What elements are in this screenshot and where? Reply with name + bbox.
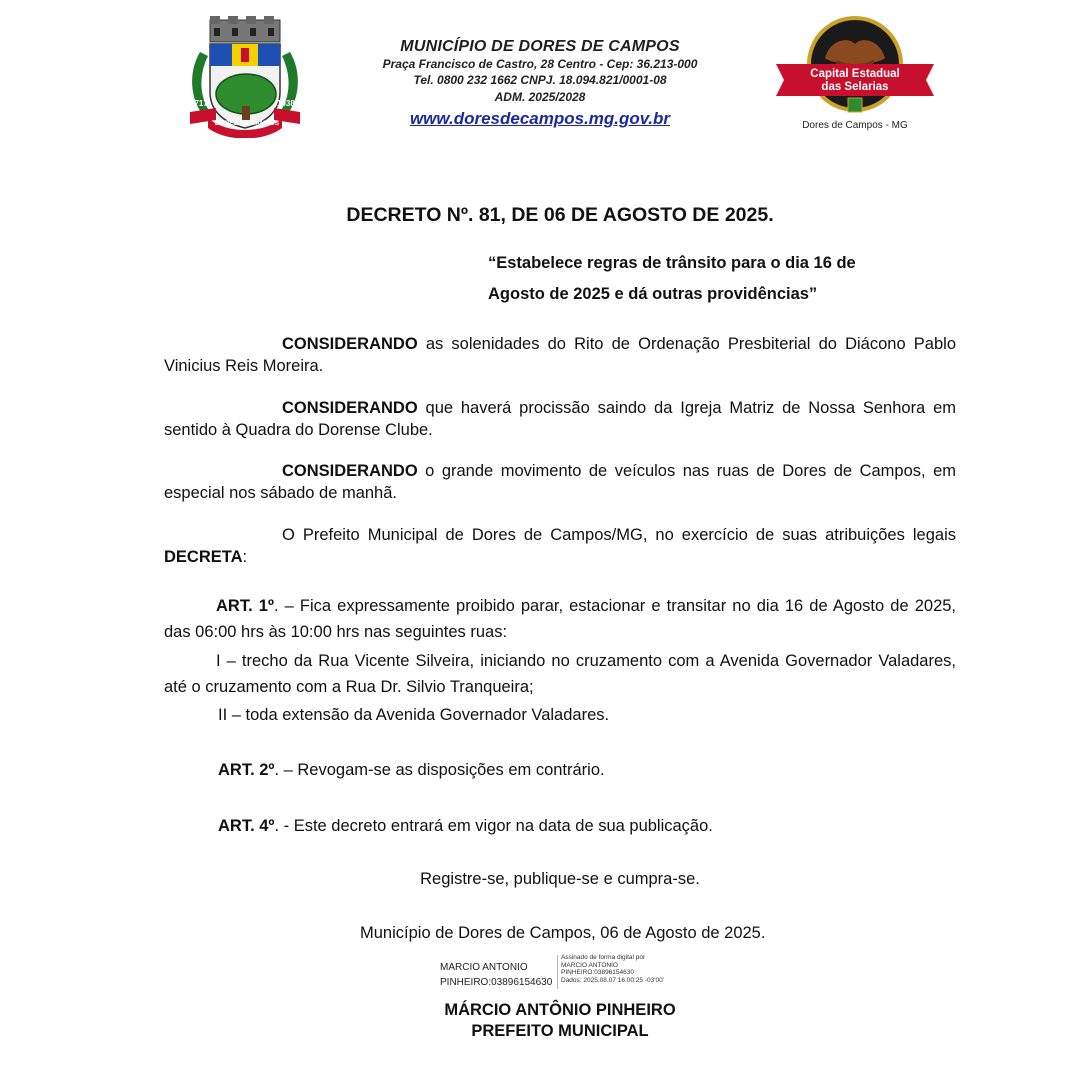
considerando-keyword: CONSIDERANDO	[282, 462, 418, 480]
website-link[interactable]: www.doresdecampos.mg.gov.br	[409, 109, 671, 128]
considerando-3	[164, 460, 956, 504]
preamble-keyword: DECRETA	[164, 548, 243, 566]
considerando-keyword: CONSIDERANDO	[282, 399, 418, 417]
considerando-1	[164, 333, 956, 377]
decree-title: DECRETO Nº. 81, DE 06 DE AGOSTO DE 2025.	[346, 204, 774, 226]
coat-year-right: 1938	[277, 99, 295, 108]
seal-banner-line1: Capital Estadual	[810, 68, 900, 80]
digital-info-line-2: MARCIO ANTONIO	[561, 961, 618, 969]
article-1	[164, 593, 956, 645]
digital-info-line-3: PINHEIRO:03896154630	[561, 969, 634, 977]
preamble-end: :	[242, 548, 248, 566]
digital-signature-info	[561, 954, 664, 984]
administration-line: ADM. 2025/2028	[494, 90, 586, 104]
signer-name: MÁRCIO ANTÔNIO PINHEIRO	[444, 1001, 676, 1019]
preamble-text: O Prefeito Municipal de Dores de Campos/MG, no exercício de suas atribuições legais	[282, 526, 956, 544]
closing-formula: Registre-se, publique-se e cumpra-se.	[420, 870, 700, 888]
seal-caption: Dores de Campos - MG	[802, 120, 908, 131]
considerando-text: o grande movimento de veículos nas ruas de Dores de Campos, em especial nos sábado de manhã.	[164, 462, 956, 502]
address-line: Praça Francisco de Castro, 28 Centro - Cep: 36.213-000	[382, 57, 698, 71]
article-2-text: . – Revogam-se as disposições em contrário.	[274, 761, 605, 779]
digital-name-line-2: PINHEIRO:03896154630	[440, 977, 553, 988]
signer-role: PREFEITO MUNICIPAL	[471, 1022, 649, 1040]
item-1-text: I – trecho da Rua Vicente Silveira, iniciando no cruzamento com a Avenida Governador Valadares, até o cruzamento com a Rua Dr. Silvio Tranqueira;	[164, 652, 956, 696]
article-2-label: ART. 2º	[218, 761, 275, 779]
article-1-text: . – Fica expressamente proibido parar, estacionar e transitar no dia 16 de Agosto de 2025, das 06:00 hrs às 10:00 hrs nas seguintes ruas:	[164, 597, 957, 641]
article-4	[218, 815, 713, 837]
article-1-item-1	[164, 648, 956, 700]
article-4-text: . - Este decreto entrará em vigor na data de sua publicação.	[274, 817, 713, 835]
place-date: Município de Dores de Campos, 06 de Agosto de 2025.	[360, 924, 766, 942]
article-1-item-2: II – toda extensão da Avenida Governador Valadares.	[218, 706, 610, 724]
article-2	[218, 759, 605, 781]
digital-info-line-1: Assinado de forma digital por	[561, 954, 646, 961]
considerando-2	[164, 397, 956, 441]
coat-ribbon-text: DORES DE CAMPOS	[214, 120, 280, 127]
municipality-name: MUNICÍPIO DE DORES DE CAMPOS	[400, 38, 680, 55]
ementa-line-1: “Estabelece regras de trânsito para o dia 16 de	[488, 254, 856, 272]
coat-year-left: 1717	[190, 99, 208, 108]
decree-ementa	[488, 248, 958, 310]
signer-block	[0, 1000, 1080, 1042]
digital-signature-name	[440, 960, 552, 990]
letterhead	[330, 38, 750, 130]
seal-banner-line2: das Selarias	[821, 81, 889, 93]
signature-divider	[557, 955, 558, 989]
ementa-line-2: Agosto de 2025 e dá outras providências”	[488, 285, 818, 303]
seal-banner	[776, 68, 934, 94]
considerando-text: as solenidades do Rito de Ordenação Presbiterial do Diácono Pablo Vinicius Reis Moreira.	[164, 335, 956, 375]
preamble	[164, 524, 956, 568]
digital-name-line-1: MARCIO ANTONIO	[440, 962, 528, 973]
digital-info-line-4: Dados: 2025.08.07 16:00:25 -03'00'	[561, 976, 664, 984]
contact-line: Tel. 0800 232 1662 CNPJ. 18.094.821/0001-08	[413, 73, 667, 87]
considerando-text: que haverá procissão saindo da Igreja Matriz de Nossa Senhora em sentido à Quadra do Dorense Clube.	[164, 399, 956, 439]
article-1-label: ART. 1º	[216, 597, 274, 615]
article-4-label: ART. 4º	[218, 817, 275, 835]
considerando-keyword: CONSIDERANDO	[282, 335, 418, 353]
